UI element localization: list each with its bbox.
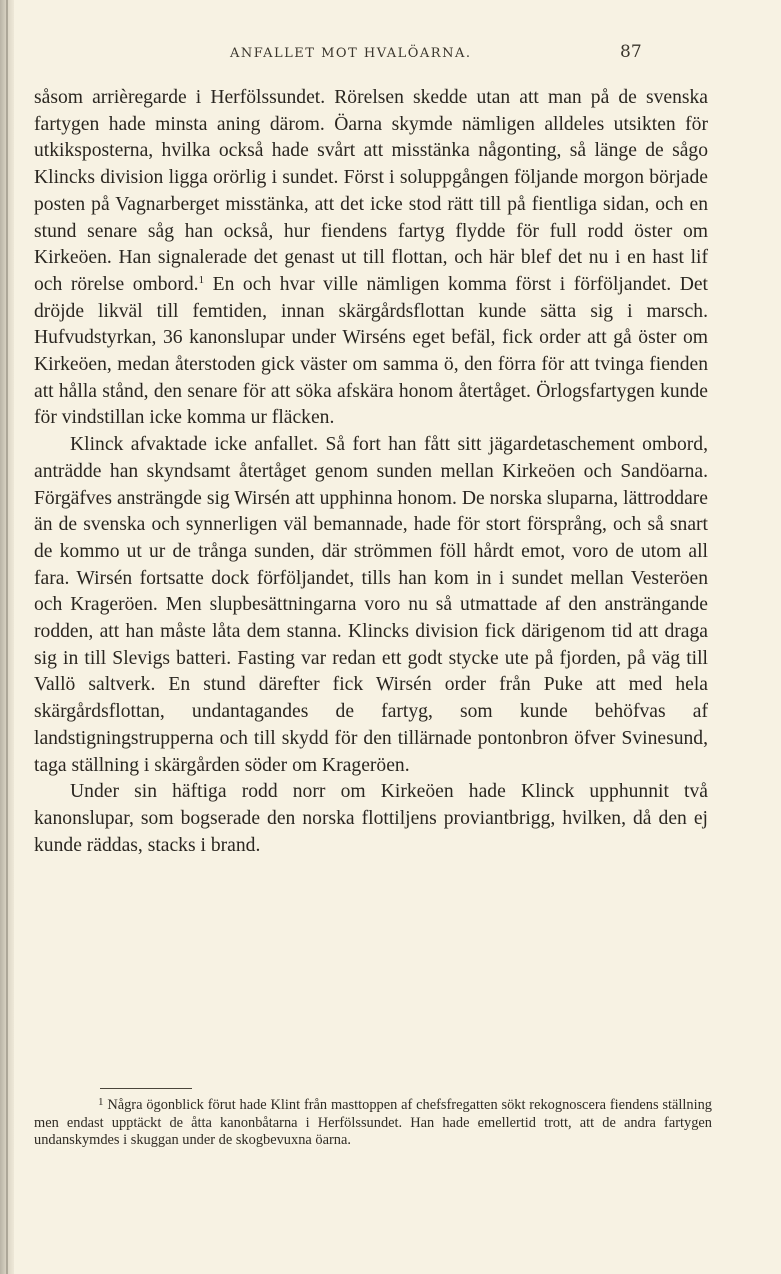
footnote-reference: 1 xyxy=(198,273,205,286)
footnote-mark: 1 xyxy=(98,1096,104,1108)
main-text xyxy=(34,85,708,859)
paragraph-2: Klinck afvaktade icke anfallet. Så fort han fått sitt jägardetaschement ombord, anträdde han skyndsamt återtåget genom sunden mellan Kirkeöen och Sandöarna. Förgäfves ansträngde sig Wirsén att upphinna honom. De norska sluparna, lättroddare än de svenska och synnerligen väl bemannade, hade för stort försprång, och så snart de kommo ut ur de trånga sunden, där strömmen föll hårdt emot, voro de utom all fara. Wirsén fortsatte dock förföljandet, tills han kom in i sundet mellan Vesteröen och Krageröen. Men slupbesättningarna voro nu så utmattade af den ansträngande rodden, att han måste låta dem stanna. Klincks division fick därigenom tid att draga sig in till Slevigs batteri. Fasting var redan ett godt stycke ute på fjorden, på väg till Vallö saltverk. En stund därefter fick Wirsén order från Puke att med hela skärgårdsflottan, undantagandes de fartyg, som kunde behöfvas af landstigningstrupperna och till skydd för den tillärnade pontonbron öfver Svinesund, taga ställning i skärgården söder om Krageröen. xyxy=(34,434,708,776)
spine-edge xyxy=(6,0,8,1274)
paragraph-1 xyxy=(34,85,708,432)
page-header xyxy=(14,42,781,70)
paragraph-1-text: såsom arrièregarde i Herfölssundet. Rörelsen skedde utan att man på de svenska fartygen hade minsta aning därom. Öarna skymde nämligen alldeles utsikten för utkiksposterna, hvilka också hade svårt att misstänka någonting, så länge de sågo Klincks division ligga orörlig i sundet. Först i soluppgången följande morgon började posten på Vagnarberget misstänka, att det icke stod rätt till på fientliga sidan, och en stund senare såg han också, hur fiendens fartyg flydde för full rodd öster om Kirkeöen. Han signalerade det genast ut till flottan, och här blef det nu i en hast lif och rörelse ombord. xyxy=(34,87,708,295)
page-number: 87 xyxy=(620,42,642,62)
running-title: ANFALLET MOT HVALÖARNA. xyxy=(230,46,472,61)
book-page xyxy=(14,0,781,1274)
paragraph-1-continuation: En och hvar ville nämligen komma först i förföljandet. Det dröjde likväl till femtiden, innan skärgårdsflottan kunde sätta sig i marsch. Hufvudstyrkan, 36 kanonslupar under Wirséns eget befäl, fick order att gå öster om Kirkeöen, medan återstoden gick väster om samma ö, den förra för att tvinga fienden att hålla stånd, den senare för att söka afskära honom återtåget. Örlogsfartygen kunde för vindstillan icke komma ur fläcken. xyxy=(34,273,708,429)
footnote xyxy=(34,1097,712,1150)
footnote-text: Några ögonblick förut hade Klint från masttoppen af chefsfregatten sökt rekognoscera fiendens ställning men endast upptäckt de åtta kanonbåtarna i Herfölssundet. Han hade emellertid trott, att de andra fartygen undanskymdes i skuggan under de skogbevuxna öarna. xyxy=(34,1097,712,1149)
paragraph-3: Under sin häftiga rodd norr om Kirkeöen hade Klinck upphunnit två kanonslupar, som bogserade den norska flottiljens proviantbrigg, hvilken, då den ej kunde räddas, stacks i brand. xyxy=(34,781,708,856)
footnote-divider xyxy=(100,1088,192,1089)
book-spine xyxy=(0,0,14,1274)
footnote-paragraph xyxy=(34,1097,712,1150)
